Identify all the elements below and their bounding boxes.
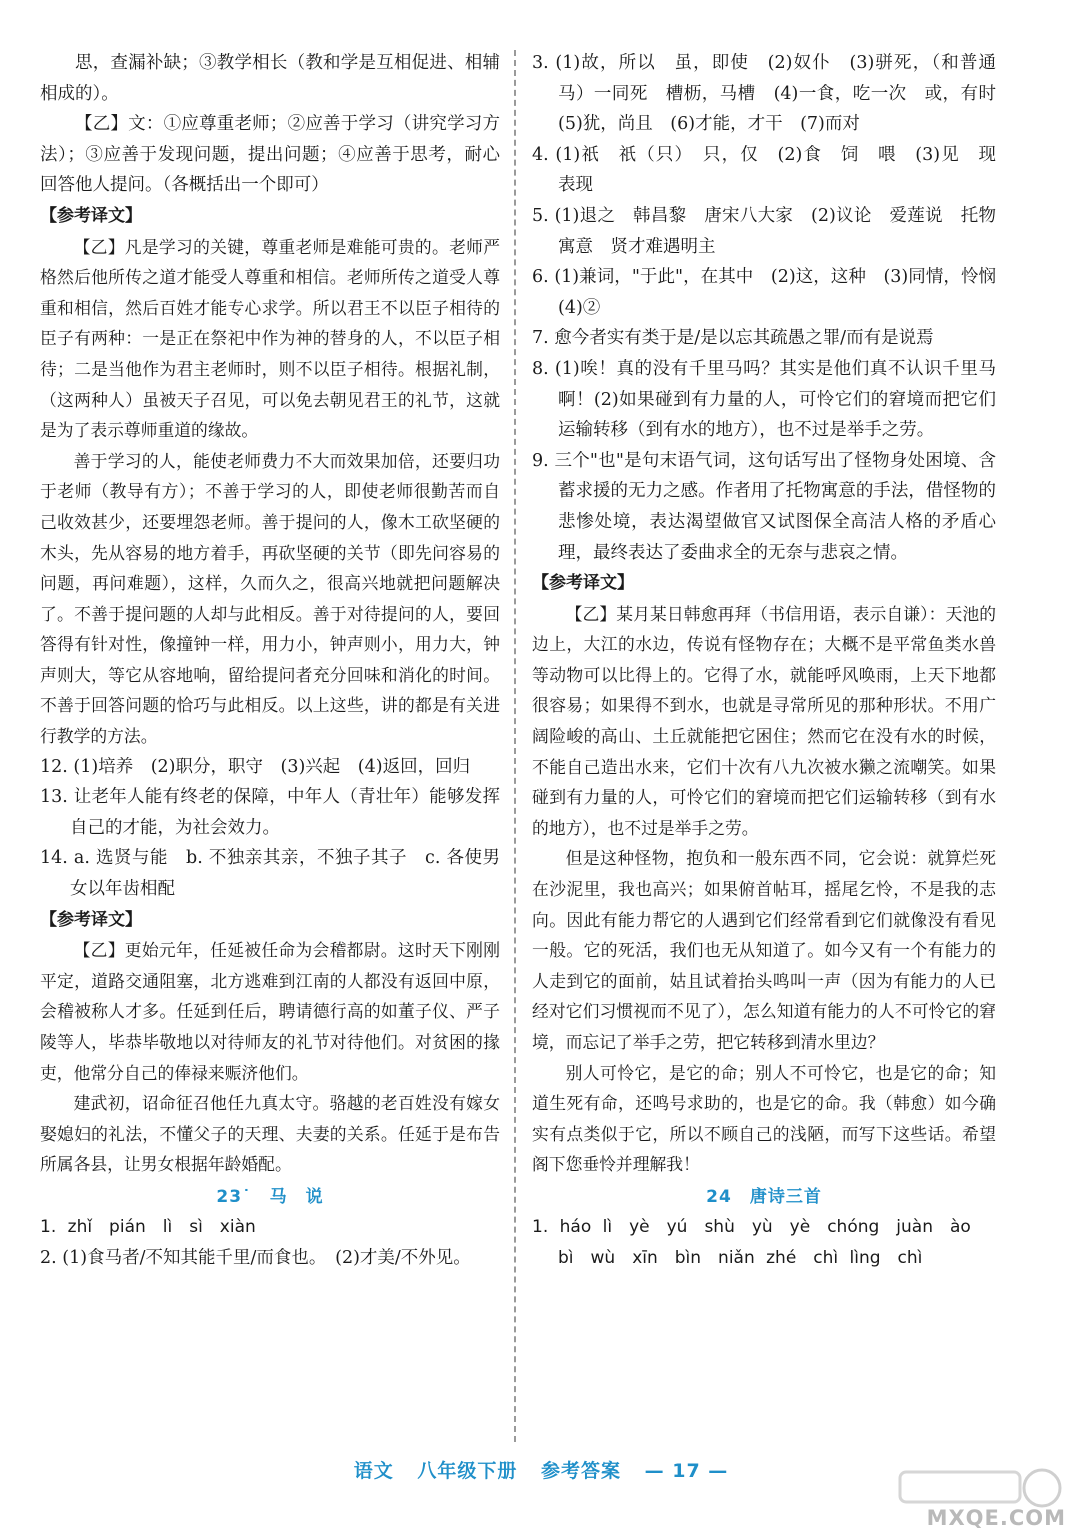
translation-paragraph: 但是这种怪物，抱负和一般东西不同，它会说：就算烂死在沙泥里，我也高兴；如果俯首帖耳，摇尾乞怜，不是我的志向。因此有能力帮它的人遇到它们经常看到它们就像没有看见一般。它的死活，我们也无从知道了。如今又有一个有能力的人走到它的面前，姑且试着抬头鸣叫一声（因为有能力的人已经对它们习惯视而不见了），怎么知道有能力的人不可怜它的窘境，而忘记了举手之劳，把它转移到清水里边？ <box>532 848 996 1052</box>
answer-item-1 <box>40 1212 500 1243</box>
translation-paragraph: 善于学习的人，能使老师费力不大而效果加倍，还要归功于老师（教导有方）；不善于学习的人，即使老师很勤苦而自己收效甚少，还要埋怨老师。善于提问的人，像木工砍坚硬的木头，先从容易的地方着手，再砍坚硬的关节（即先问容易的问题，再问难题），这样，久而久之，很高兴地就把问题解决了。不善于提问题的人却与此相反。善于对待提问的人，要回答得有针对性，像撞钟一样，用力小，钟声则小，用力大，钟声则大，等它从容地响，留给提问者充分回味和消化的时间。不善于回答问题的恰巧与此相反。以上这些，讲的都是有关进行教学的方法。 <box>40 450 500 747</box>
answer-item-5 <box>532 201 996 262</box>
answer-item-7 <box>532 323 996 354</box>
footer-label: 参考答案 <box>540 1460 621 1482</box>
left-column <box>40 48 500 1273</box>
watermark-logo <box>892 1466 1070 1532</box>
answer-item-14 <box>40 843 500 904</box>
translation-paragraph: 【乙】凡是学习的关键，尊重老师是难能可贵的。老师严格然后他所传之道才能受人尊重和相信。老师所传之道受人尊重和相信，然后百姓才能专心求学。所以君王不以臣子相待的臣子有两种：一是正在祭祀中作为神的替身的人，不以臣子相待；二是当他作为君主老师时，则不以臣子相待。根据礼制，（这两种人）虽被天子召见，可以免去朝见君王的礼节，这就是为了表示尊师重道的缘故。 <box>40 236 500 441</box>
item-text: (1)退之 韩昌黎 唐宋八大家 (2)议论 爱莲说 托物寓意 贤才难遇明主 <box>554 205 996 257</box>
item-number: 4. <box>532 144 549 165</box>
item-number: 2. <box>40 1247 57 1268</box>
item-number: 1. <box>532 1216 549 1237</box>
section-label-reference-translation: 【参考译文】 <box>532 573 634 594</box>
translation-paragraph: 别人可怜它，是它的命；别人不可怜它，也是它的命；知道生死有命，还鸣号求助的，也是它的命。我（韩愈）如今确实有点类似于它，所以不顾自己的浅陋，而写下这些话。希望阁下您垂怜并理解我！ <box>532 1062 996 1175</box>
item-number: 1. <box>40 1216 57 1237</box>
section-label-reference-translation: 【参考译文】 <box>40 909 142 930</box>
lesson-heading-23: 23˙ 马 说 <box>216 1186 324 1207</box>
answer-text: 思，查漏补缺；③教学相长（教和学是互相促进、相辅相成的）。 <box>40 53 500 104</box>
answer-item-13 <box>40 782 500 843</box>
translation-paragraph: 【乙】某月某日韩愈再拜（书信用语，表示自谦）：天池的边上，大江的水边，传说有怪物存在；大概不是平常鱼类水兽等动物可以比得上的。它得了水，就能呼风唤雨，上天下地都很容易；如果得不到水，也就是寻常所见的那种形状。不用广阔险峻的高山、土丘就能把它困住；然而它在没有水的时候，不能自己造出水来，它们十次有八九次被水獭之流嘲笑。如果碰到有力量的人，可怜它们的窘境而把它们运输转移（到有水的地方），也不过是举手之劳。 <box>532 603 996 838</box>
footer-subject: 语文 <box>353 1460 394 1482</box>
item-number: 6. <box>532 267 549 288</box>
watermark-text: MXQE.COM <box>926 1506 1066 1530</box>
column-divider <box>514 50 516 1442</box>
item-text: (1)培养 (2)职分，职守 (3)兴起 (4)返回，回归 <box>73 756 471 777</box>
answer-item-1 <box>532 1212 996 1273</box>
item-text: (1)唉！真的没有千里马吗？其实是他们真不认识千里马啊！(2)如果碰到有力量的人，可怜它们的窘境而把它们运输转移（到有水的地方），也不过是举手之劳。 <box>554 358 996 441</box>
item-text: a. 选贤与能 b. 不独亲其亲，不独子其子 c. 各使男女以年齿相配 <box>70 848 500 900</box>
item-text: 愈今者实有类于是/是以忘其疏愚之罪/而有是说焉 <box>554 328 934 349</box>
translation-paragraph: 建武初，诏命征召他任九真太守。骆越的老百姓没有嫁女娶媳妇的礼法，不懂父子的天理、夫妻的关系。任延于是布告所属各县，让男女根据年龄婚配。 <box>40 1093 500 1175</box>
page-number: — 17 — <box>644 1460 729 1482</box>
answer-item-6 <box>532 262 1014 323</box>
translation-paragraph: 【乙】更始元年，任延被任命为会稽都尉。这时天下刚刚平定，道路交通阻塞，北方逃难到江南的人都没有返回中原，会稽被称人才多。任延到任后，聘请德行高的如董子仪、严子陵等人，毕恭毕敬地以对待师友的礼节对待他们。对贫困的掾吏，他常分自己的俸禄来赈济他们。 <box>40 940 500 1083</box>
item-number: 12. <box>40 756 68 777</box>
item-number: 5. <box>532 205 549 226</box>
pinyin-text: háo lì yè yú shù yù yè chóng juàn ào bì wù xīn bìn niǎn zhé chì lìng chì <box>558 1216 988 1268</box>
item-number: 8. <box>532 358 549 379</box>
right-column <box>532 48 1014 1273</box>
item-number: 14. <box>40 848 68 869</box>
item-text: (1)兼词，"于此"，在其中 (2)这，这种 (3)同情，怜悯 (4)② <box>554 267 1014 318</box>
item-number: 13. <box>40 787 68 808</box>
answer-item-4 <box>532 140 1014 201</box>
section-label-reference-translation: 【参考译文】 <box>40 205 142 226</box>
lesson-heading-24: 24 唐诗三首 <box>706 1186 822 1207</box>
item-text: (1)故，所以 虽，即使 (2)奴仆 (3)骈死，（和普通马）一同死 槽枥，马槽 (4)一食，吃一次 或，有时 (5)犹，尚且 (6)才能，才干 (7)而对 <box>555 53 1014 135</box>
item-text: 让老年人能有终老的保障，中年人（青壮年）能够发挥自己的才能，为社会效力。 <box>70 787 500 838</box>
pinyin-text: zhǐ pián lì sì xiàn <box>67 1216 256 1237</box>
item-text: (1)祇 祇（只） 只，仅 (2)食 饲 喂 (3)见 现 表现 <box>555 144 1014 196</box>
item-number: 9. <box>532 450 549 471</box>
item-number: 3. <box>532 53 549 73</box>
answer-item-3 <box>532 48 1014 140</box>
item-text: 三个"也"是句末语气词，这句话写出了怪物身处困境、含蓄求援的无力之感。作者用了托物寓意的手法，借怪物的悲惨处境，表达渴望做官又试图保全高洁人格的矛盾心理，最终表达了委曲求全的无奈与悲哀之情。 <box>554 450 996 563</box>
answer-item-2 <box>40 1243 500 1274</box>
item-text: (1)食马者/不知其能千里/而食也。 (2)才美/不外见。 <box>62 1247 471 1268</box>
answer-text: 【乙】文：①应尊重老师；②应善于学习（讲究学习方法）；③应善于发现问题，提出问题；④应善于思考，耐心回答他人提问。（各概括出一个即可） <box>40 114 500 196</box>
footer-grade: 八年级下册 <box>417 1460 518 1482</box>
answer-item-12 <box>40 752 500 783</box>
item-number: 7. <box>532 328 549 349</box>
answer-item-9 <box>532 446 996 568</box>
answer-item-8 <box>532 354 996 446</box>
